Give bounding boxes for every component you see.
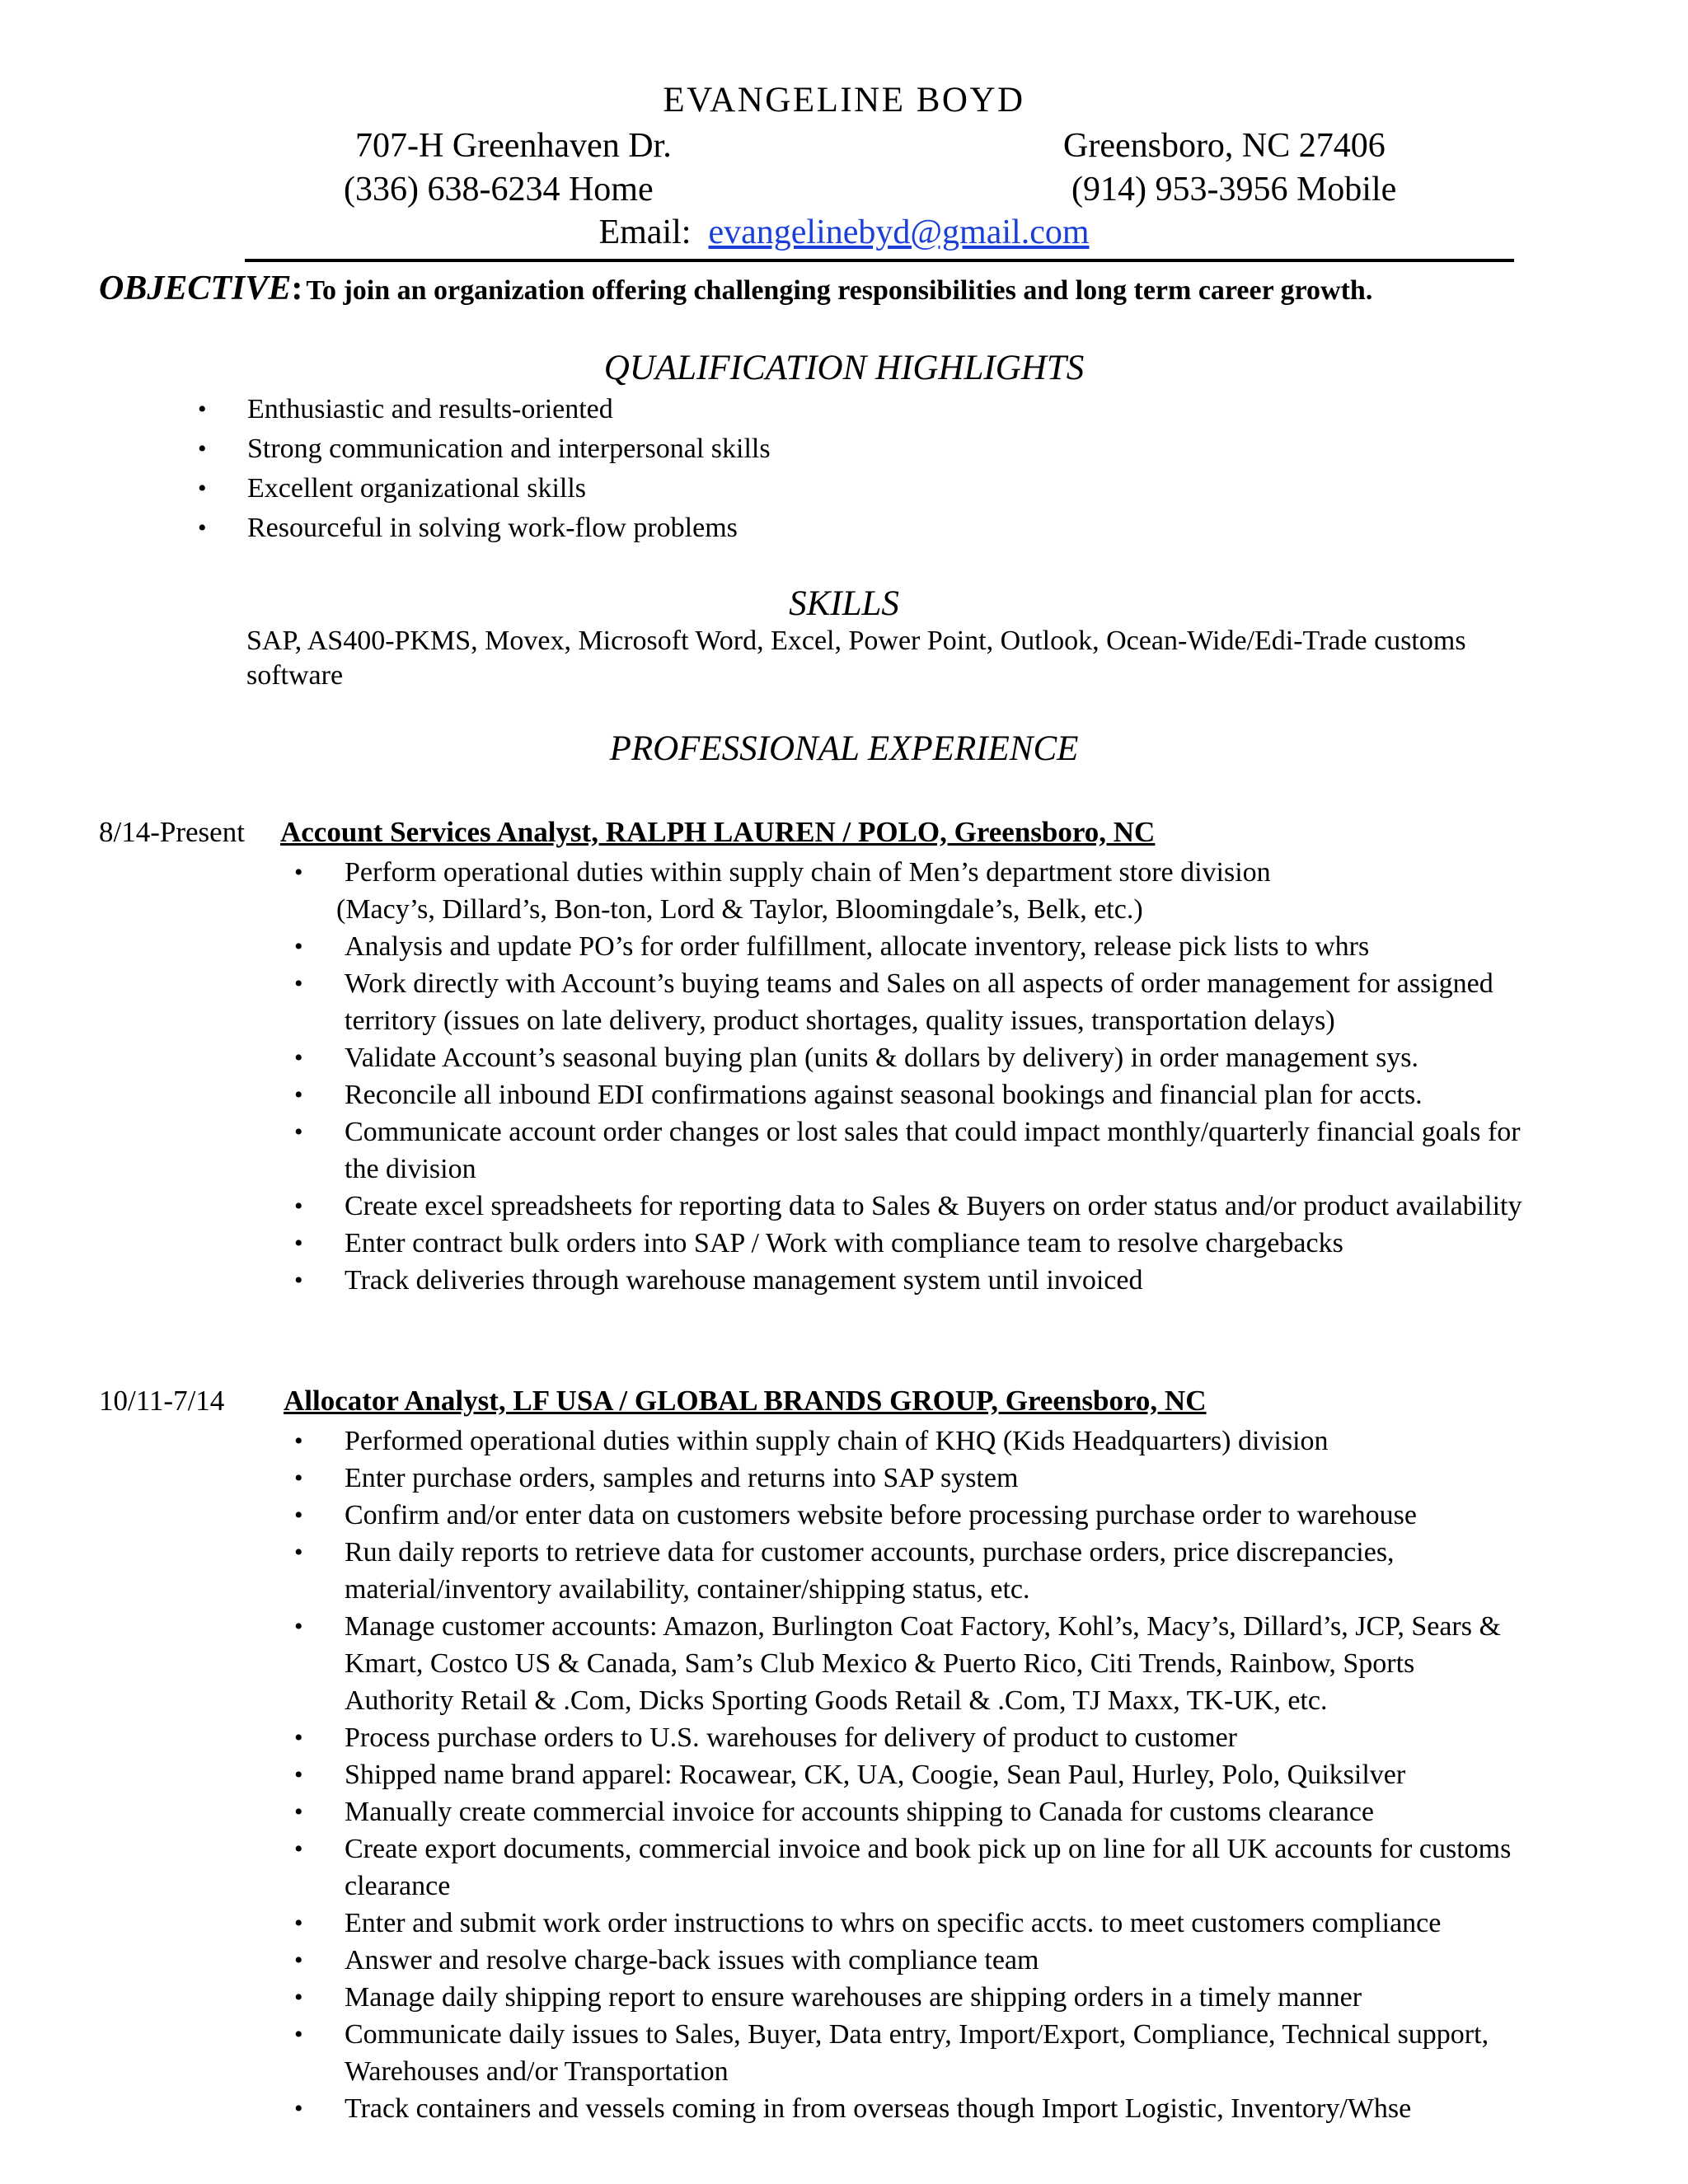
bullet-text: Manage customer accounts: Amazon, Burlington Coat Factory, Kohl’s, Macy’s, Dillard’s, JCP, Sears & Kmart, Costco US & Canada, Sam’s Club Mexico & Puerto Rico, Citi Trends, Rainbow, Sports Authority Retail & .Com, Dicks Sporting Goods Retail & .Com, TJ Maxx, TK-UK, etc.: [345, 1611, 1501, 1716]
objective-text: To join an organization offering challenging responsibilities and long term career growth.: [306, 275, 1373, 306]
list-item: [290, 965, 1526, 1039]
bullet-icon: •: [294, 1081, 303, 1108]
skills-text: SAP, AS400-PKMS, Movex, Microsoft Word, Excel, Power Point, Outlook, Ocean-Wide/Edi-Trade customs software: [246, 626, 1466, 691]
bullet-icon: •: [294, 859, 303, 886]
bullet-icon: •: [294, 1267, 303, 1294]
bullet-text: Create excel spreadsheets for reporting data to Sales & Buyers on order status and/or product availability: [345, 1191, 1522, 1221]
bullet-text: Performed operational duties within supply chain of KHQ (Kids Headquarters) division: [345, 1426, 1329, 1456]
list-item: [290, 1113, 1526, 1188]
bullet-text: Track deliveries through warehouse management system until invoiced: [345, 1265, 1143, 1296]
bullet-icon: •: [294, 1118, 303, 1146]
bullet-text: Manage daily shipping report to ensure warehouses are shipping orders in a timely manner: [345, 1982, 1362, 2013]
list-item: [290, 2090, 1526, 2127]
list-item: [290, 1830, 1526, 1905]
bullet-icon: •: [294, 1613, 303, 1640]
list-item: [290, 1225, 1526, 1262]
bullet-text: Validate Account’s seasonal buying plan (units & dollars by delivery) in order management sys.: [345, 1043, 1419, 1073]
bullet-icon: •: [294, 1984, 303, 2011]
bullet-text: Confirm and/or enter data on customers website before processing purchase order to warehouse: [345, 1500, 1417, 1530]
bullet-text: Communicate account order changes or lost sales that could impact monthly/quarterly financial goals for the division: [345, 1117, 1521, 1184]
bullet-icon: •: [294, 1230, 303, 1257]
bullet-icon: •: [294, 2095, 303, 2122]
bullet-text: Analysis and update PO’s for order fulfillment, allocate inventory, release pick lists to whrs: [345, 931, 1370, 962]
list-item: [198, 509, 771, 548]
qualification-text: Excellent organizational skills: [247, 473, 587, 504]
list-item: [290, 1497, 1526, 1534]
objective-label: OBJECTIVE: [99, 269, 292, 307]
objective: [99, 265, 1665, 319]
city-state-zip: Greensboro, NC 27406: [1063, 127, 1386, 165]
job-dates: 8/14-Present: [99, 816, 245, 848]
bullet-icon: •: [198, 475, 207, 502]
bullet-subline: (Macy’s, Dillard’s, Bon-ton, Lord & Taylor, Bloomingdale’s, Belk, etc.): [336, 894, 1143, 925]
qualification-text: Resourceful in solving work-flow problems: [247, 513, 738, 543]
list-item: [290, 1534, 1526, 1608]
bullet-text: Track containers and vessels coming in from overseas though Import Logistic, Inventory/Whse: [345, 2093, 1412, 2124]
bullet-text: Manually create commercial invoice for accounts shipping to Canada for customs clearance: [345, 1797, 1375, 1827]
street-address: 707-H Greenhaven Dr.: [355, 127, 672, 165]
bullet-text: Enter contract bulk orders into SAP / Work with compliance team to resolve chargebacks: [345, 1228, 1343, 1258]
bullet-icon: •: [198, 435, 207, 462]
bullet-icon: •: [294, 2021, 303, 2048]
job-title: Account Services Analyst, RALPH LAUREN / POLO, Greensboro, NC: [280, 816, 1156, 848]
bullet-icon: •: [198, 396, 207, 423]
qualifications-heading: QUALIFICATION HIGHLIGHTS: [603, 349, 1085, 387]
list-item: [290, 1905, 1526, 1942]
bullet-icon: •: [294, 1502, 303, 1529]
bullet-text: Work directly with Account’s buying teams and Sales on all aspects of order management for assigned territory (issues on late delivery, product shortages, quality issues, transportation delays): [345, 968, 1493, 1036]
bullet-icon: •: [294, 1798, 303, 1825]
job-bullets: [290, 854, 1526, 1299]
bullet-text: Communicate daily issues to Sales, Buyer, Data entry, Import/Export, Compliance, Technical support, Warehouses and/or Transportation: [345, 2019, 1489, 2087]
bullet-icon: •: [294, 1465, 303, 1492]
job-bullets: [290, 1422, 1526, 2127]
objective-colon: :: [291, 269, 303, 307]
qualification-text: Strong communication and interpersonal skills: [247, 434, 771, 464]
list-item: [290, 1793, 1526, 1830]
list-item: [290, 1262, 1526, 1299]
qualification-text: Enthusiastic and results-oriented: [247, 394, 613, 424]
list-item: [290, 1608, 1526, 1719]
experience-heading: PROFESSIONAL EXPERIENCE: [609, 729, 1079, 768]
list-item: [290, 2016, 1526, 2090]
job-dates: 10/11-7/14: [99, 1385, 225, 1417]
bullet-icon: •: [294, 1427, 303, 1455]
home-phone: (336) 638-6234 Home: [344, 171, 654, 209]
header-divider: [245, 259, 1514, 262]
bullet-icon: •: [294, 970, 303, 997]
bullet-icon: •: [294, 933, 303, 960]
mobile-phone: (914) 953-3956 Mobile: [1071, 171, 1397, 209]
bullet-icon: •: [294, 1044, 303, 1071]
list-item: [290, 1942, 1526, 1979]
bullet-icon: •: [294, 1910, 303, 1937]
bullet-icon: •: [294, 1761, 303, 1788]
candidate-name: EVANGELINE BOYD: [663, 81, 1025, 120]
email-row: [0, 210, 1688, 255]
list-item: [290, 1422, 1526, 1460]
list-item: [290, 1719, 1526, 1756]
email-label: Email:: [598, 213, 692, 251]
bullet-icon: •: [294, 1835, 303, 1863]
bullet-text: Reconcile all inbound EDI confirmations against seasonal bookings and financial plan for accts.: [345, 1080, 1423, 1110]
list-item: [290, 1039, 1526, 1076]
bullet-text: Enter and submit work order instructions to whrs on specific accts. to meet customers compliance: [345, 1908, 1442, 1938]
bullet-text: Process purchase orders to U.S. warehouses for delivery of product to customer: [345, 1722, 1237, 1753]
bullet-icon: •: [294, 1947, 303, 1974]
bullet-icon: •: [294, 1724, 303, 1751]
bullet-icon: •: [198, 514, 207, 541]
bullet-text: Enter purchase orders, samples and returns into SAP system: [345, 1463, 1019, 1493]
list-item: [198, 469, 771, 509]
list-item: [290, 1979, 1526, 2016]
list-item: [198, 390, 771, 429]
qualifications-list: [198, 390, 771, 548]
bullet-text: Perform operational duties within supply chain of Men’s department store division: [345, 857, 1271, 888]
list-item: [290, 854, 1526, 928]
list-item: [290, 1756, 1526, 1793]
bullet-text: Answer and resolve charge-back issues with compliance team: [345, 1945, 1039, 1975]
list-item: [290, 1460, 1526, 1497]
bullet-text: Run daily reports to retrieve data for customer accounts, purchase orders, price discrepancies, material/inventory availability, container/shipping status, etc.: [345, 1537, 1395, 1605]
job-title: Allocator Analyst, LF USA / GLOBAL BRANDS GROUP, Greensboro, NC: [284, 1385, 1207, 1417]
bullet-text: Shipped name brand apparel: Rocawear, CK, UA, Coogie, Sean Paul, Hurley, Polo, Quiksilver: [345, 1760, 1406, 1790]
list-item: [198, 429, 771, 469]
bullet-icon: •: [294, 1539, 303, 1566]
skills-heading: SKILLS: [789, 584, 899, 623]
list-item: [290, 928, 1526, 965]
bullet-text: Create export documents, commercial invoice and book pick up on line for all UK accounts for customs clearance: [345, 1834, 1512, 1901]
bullet-icon: •: [294, 1193, 303, 1220]
email-link[interactable]: evangelinebyd@gmail.com: [708, 213, 1090, 251]
list-item: [290, 1076, 1526, 1113]
list-item: [290, 1188, 1526, 1225]
